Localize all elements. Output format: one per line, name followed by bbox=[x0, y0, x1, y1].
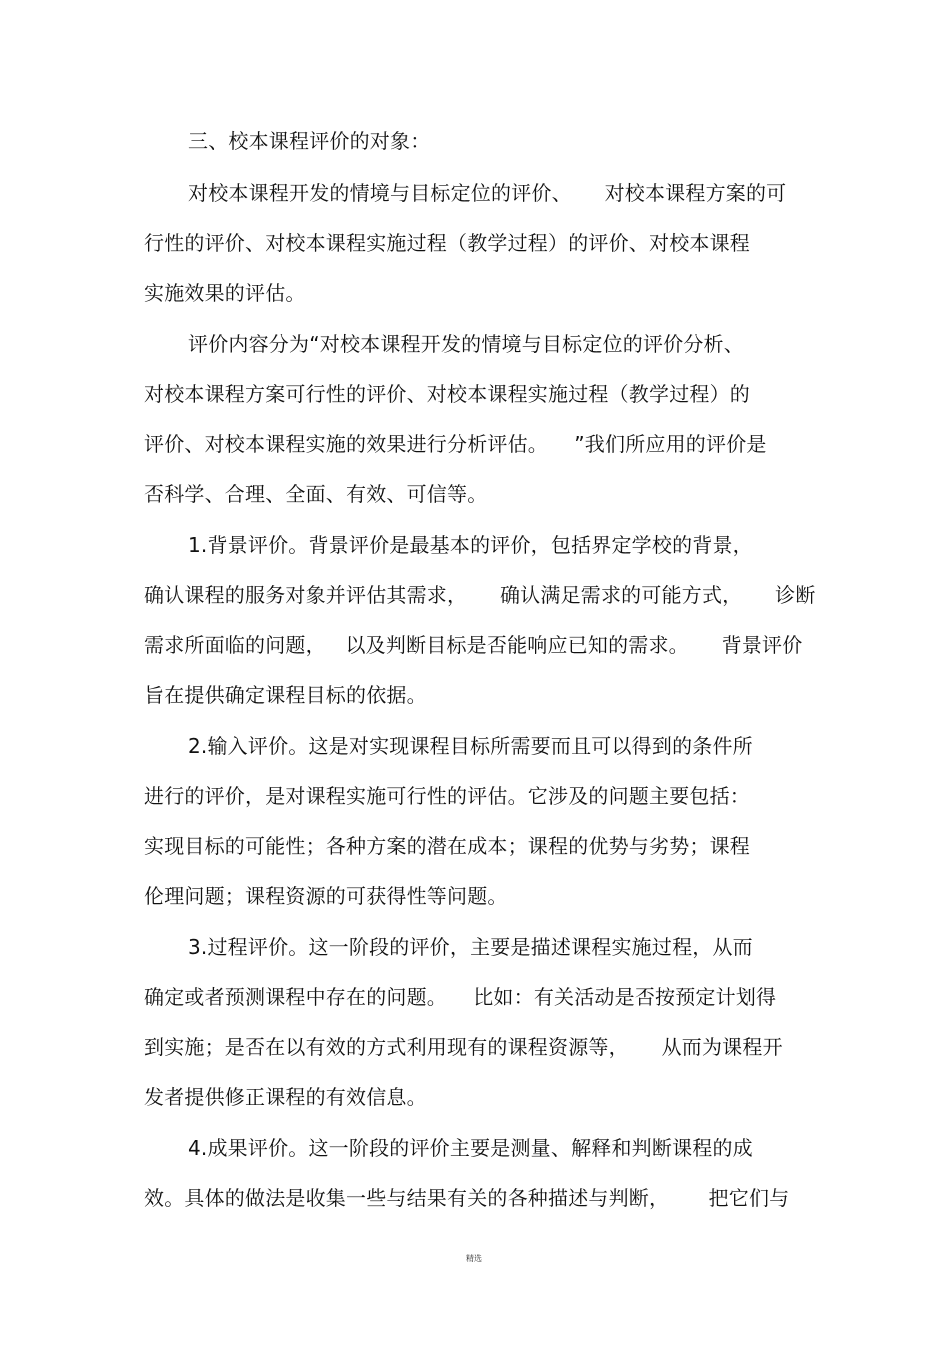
paragraph-line: 对校本课程开发的情境与目标定位的评价、 对校本课程方案的可 bbox=[188, 181, 787, 205]
page-footer: 精选 bbox=[466, 1254, 482, 1263]
paragraph-line: 2.输入评价。这是对实现课程目标所需要而且可以得到的条件所 bbox=[188, 734, 753, 758]
paragraph-line: 1.背景评价。背景评价是最基本的评价，包括界定学校的背景， bbox=[188, 533, 753, 557]
paragraph-line: 4.成果评价。这一阶段的评价主要是测量、解释和判断课程的成 bbox=[188, 1136, 753, 1160]
paragraph-line: 评价内容分为“对校本课程开发的情境与目标定位的评价分析、 bbox=[188, 332, 744, 356]
paragraph-line: 确定或者预测课程中存在的问题。 比如：有关活动是否按预定计划得 bbox=[144, 985, 777, 1009]
paragraph-line: 发者提供修正课程的有效信息。 bbox=[144, 1085, 427, 1109]
paragraph-line: 否科学、合理、全面、有效、可信等。 bbox=[144, 482, 488, 506]
paragraph-line: 进行的评价，是对课程实施可行性的评估。它涉及的问题主要包括： bbox=[144, 784, 750, 808]
paragraph-line: 效。具体的做法是收集一些与结果有关的各种描述与判断， 把它们与 bbox=[144, 1186, 790, 1210]
paragraph-line: 实施效果的评估。 bbox=[144, 281, 306, 305]
paragraph-line: 对校本课程方案可行性的评价、对校本课程实施过程（教学过程）的 bbox=[144, 382, 750, 406]
paragraph-line: 3.过程评价。这一阶段的评价，主要是描述课程实施过程，从而 bbox=[188, 935, 753, 959]
section-heading: 三、校本课程评价的对象： bbox=[188, 129, 431, 153]
paragraph-line: 旨在提供确定课程目标的依据。 bbox=[144, 683, 427, 707]
paragraph-line: 需求所面临的问题， 以及判断目标是否能响应已知的需求。 背景评价 bbox=[144, 633, 803, 657]
paragraph-line: 行性的评价、对校本课程实施过程（教学过程）的评价、对校本课程 bbox=[144, 231, 750, 255]
paragraph-line: 确认课程的服务对象并评估其需求， 确认满足需求的可能方式， 诊断 bbox=[144, 583, 816, 607]
paragraph-line: 到实施；是否在以有效的方式利用现有的课程资源等， 从而为课程开 bbox=[144, 1035, 783, 1059]
paragraph-line: 伦理问题；课程资源的可获得性等问题。 bbox=[144, 884, 508, 908]
paragraph-line: 评价、对校本课程实施的效果进行分析评估。 ”我们所应用的评价是 bbox=[144, 432, 767, 456]
paragraph-line: 实现目标的可能性；各种方案的潜在成本；课程的优势与劣势；课程 bbox=[144, 834, 750, 858]
